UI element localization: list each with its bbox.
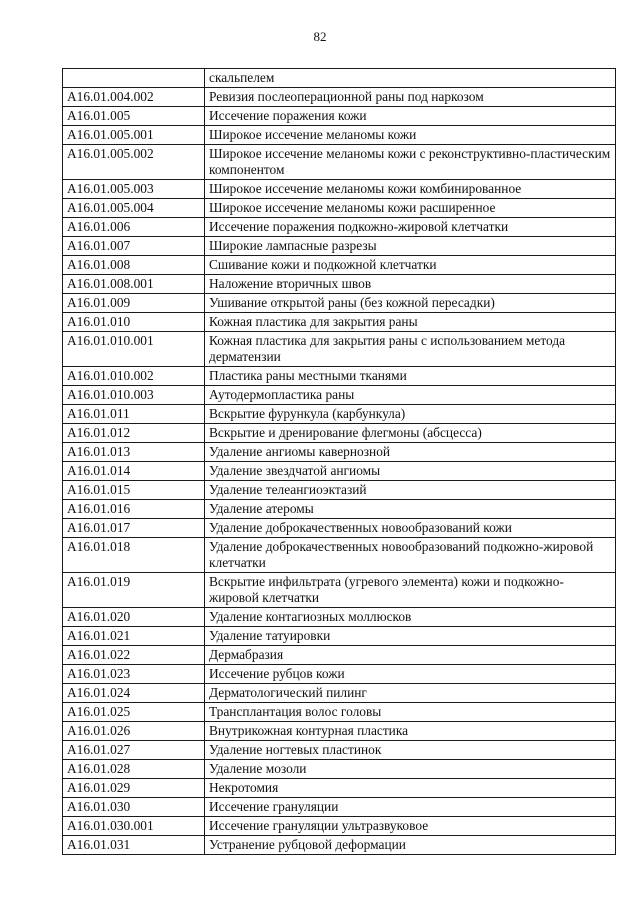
procedure-code-cell: A16.01.025 xyxy=(63,703,205,722)
table-row xyxy=(63,722,616,741)
procedure-code-cell: A16.01.005.002 xyxy=(63,145,205,180)
procedure-code-cell xyxy=(63,69,205,88)
procedure-name-cell: Трансплантация волос головы xyxy=(205,703,616,722)
table-row xyxy=(63,107,616,126)
procedure-name-cell: Иссечение поражения подкожно-жировой клетчатки xyxy=(205,218,616,237)
table-row xyxy=(63,684,616,703)
table-row xyxy=(63,199,616,218)
procedure-name-cell: Дермабразия xyxy=(205,646,616,665)
procedure-name-cell: Иссечение рубцов кожи xyxy=(205,665,616,684)
table-row xyxy=(63,294,616,313)
table-row xyxy=(63,741,616,760)
procedure-code-cell: A16.01.018 xyxy=(63,538,205,573)
table-row xyxy=(63,573,616,608)
table-row xyxy=(63,332,616,367)
table-row xyxy=(63,665,616,684)
table-row xyxy=(63,424,616,443)
procedure-code-cell: A16.01.010.001 xyxy=(63,332,205,367)
procedure-code-cell: A16.01.005.001 xyxy=(63,126,205,145)
procedure-code-cell: A16.01.015 xyxy=(63,481,205,500)
procedure-name-cell: Дерматологический пилинг xyxy=(205,684,616,703)
table-row xyxy=(63,256,616,275)
procedure-code-cell: A16.01.017 xyxy=(63,519,205,538)
procedure-code-cell: A16.01.024 xyxy=(63,684,205,703)
procedure-name-cell: Удаление татуировки xyxy=(205,627,616,646)
procedure-code-cell: A16.01.016 xyxy=(63,500,205,519)
procedure-code-cell: A16.01.009 xyxy=(63,294,205,313)
procedure-name-cell: Удаление ангиомы кавернозной xyxy=(205,443,616,462)
procedure-name-cell: Вскрытие фурункула (карбункула) xyxy=(205,405,616,424)
table-row xyxy=(63,145,616,180)
procedure-code-cell: A16.01.010.003 xyxy=(63,386,205,405)
table-row xyxy=(63,703,616,722)
procedure-name-cell: Удаление контагиозных моллюсков xyxy=(205,608,616,627)
table-row xyxy=(63,367,616,386)
procedure-code-cell: A16.01.028 xyxy=(63,760,205,779)
table-row xyxy=(63,126,616,145)
procedure-code-cell: A16.01.005 xyxy=(63,107,205,126)
table-row xyxy=(63,386,616,405)
procedure-name-cell: Широкое иссечение меланомы кожи расширенное xyxy=(205,199,616,218)
table-row xyxy=(63,519,616,538)
procedure-name-cell: Кожная пластика для закрытия раны xyxy=(205,313,616,332)
procedure-name-cell: Удаление телеангиоэктазий xyxy=(205,481,616,500)
procedure-code-cell: A16.01.004.002 xyxy=(63,88,205,107)
procedure-code-cell: A16.01.026 xyxy=(63,722,205,741)
table-row xyxy=(63,538,616,573)
procedure-code-cell: A16.01.019 xyxy=(63,573,205,608)
procedure-name-cell: Удаление доброкачественных новообразований подкожно-жировой клетчатки xyxy=(205,538,616,573)
table-row xyxy=(63,237,616,256)
table-row xyxy=(63,481,616,500)
procedure-name-cell: Сшивание кожи и подкожной клетчатки xyxy=(205,256,616,275)
table-row xyxy=(63,500,616,519)
table-row xyxy=(63,798,616,817)
table-row xyxy=(63,817,616,836)
procedure-code-cell: A16.01.030.001 xyxy=(63,817,205,836)
table-row xyxy=(63,88,616,107)
procedure-name-cell: скальпелем xyxy=(205,69,616,88)
table-row xyxy=(63,462,616,481)
procedure-code-cell: A16.01.013 xyxy=(63,443,205,462)
table-row xyxy=(63,836,616,855)
procedure-name-cell: Ушивание открытой раны (без кожной пересадки) xyxy=(205,294,616,313)
table-row xyxy=(63,69,616,88)
table-body xyxy=(63,69,616,855)
table-row xyxy=(63,760,616,779)
table-row xyxy=(63,405,616,424)
procedure-name-cell: Удаление звездчатой ангиомы xyxy=(205,462,616,481)
procedure-code-cell: A16.01.010.002 xyxy=(63,367,205,386)
procedure-code-cell: A16.01.005.003 xyxy=(63,180,205,199)
procedure-code-cell: A16.01.005.004 xyxy=(63,199,205,218)
procedure-name-cell: Вскрытие инфильтрата (угревого элемента) кожи и подкожно-жировой клетчатки xyxy=(205,573,616,608)
procedure-name-cell: Пластика раны местными тканями xyxy=(205,367,616,386)
procedure-name-cell: Иссечение грануляции ультразвуковое xyxy=(205,817,616,836)
procedure-code-cell: A16.01.022 xyxy=(63,646,205,665)
table-row xyxy=(63,218,616,237)
procedure-name-cell: Устранение рубцовой деформации xyxy=(205,836,616,855)
procedure-name-cell: Широкое иссечение меланомы кожи с реконструктивно-пластическим компонентом xyxy=(205,145,616,180)
table-row xyxy=(63,313,616,332)
procedure-name-cell: Широкое иссечение меланомы кожи xyxy=(205,126,616,145)
procedure-code-cell: A16.01.023 xyxy=(63,665,205,684)
table-row xyxy=(63,608,616,627)
procedure-name-cell: Удаление атеромы xyxy=(205,500,616,519)
procedure-name-cell: Кожная пластика для закрытия раны с использованием метода дерматензии xyxy=(205,332,616,367)
procedure-name-cell: Некротомия xyxy=(205,779,616,798)
procedure-code-cell: A16.01.030 xyxy=(63,798,205,817)
procedure-code-cell: A16.01.011 xyxy=(63,405,205,424)
table-row xyxy=(63,275,616,294)
procedure-code-cell: A16.01.008.001 xyxy=(63,275,205,294)
procedure-name-cell: Удаление мозоли xyxy=(205,760,616,779)
procedure-codes-table xyxy=(62,68,616,855)
procedure-code-cell: A16.01.012 xyxy=(63,424,205,443)
procedure-code-cell: A16.01.020 xyxy=(63,608,205,627)
procedure-name-cell: Внутрикожная контурная пластика xyxy=(205,722,616,741)
procedure-code-cell: A16.01.010 xyxy=(63,313,205,332)
procedure-code-cell: A16.01.006 xyxy=(63,218,205,237)
procedure-code-cell: A16.01.029 xyxy=(63,779,205,798)
table-row xyxy=(63,180,616,199)
procedure-name-cell: Иссечение поражения кожи xyxy=(205,107,616,126)
procedure-name-cell: Удаление доброкачественных новообразований кожи xyxy=(205,519,616,538)
procedure-name-cell: Вскрытие и дренирование флегмоны (абсцесса) xyxy=(205,424,616,443)
procedure-code-cell: A16.01.014 xyxy=(63,462,205,481)
table-row xyxy=(63,443,616,462)
table-row xyxy=(63,646,616,665)
table-row xyxy=(63,779,616,798)
procedure-code-cell: A16.01.021 xyxy=(63,627,205,646)
procedure-name-cell: Наложение вторичных швов xyxy=(205,275,616,294)
page-number: 82 xyxy=(313,29,327,44)
procedure-code-cell: A16.01.007 xyxy=(63,237,205,256)
procedure-code-cell: A16.01.031 xyxy=(63,836,205,855)
procedure-name-cell: Широкое иссечение меланомы кожи комбинированное xyxy=(205,180,616,199)
procedure-code-cell: A16.01.027 xyxy=(63,741,205,760)
procedure-name-cell: Аутодермопластика раны xyxy=(205,386,616,405)
procedure-name-cell: Удаление ногтевых пластинок xyxy=(205,741,616,760)
table-row xyxy=(63,627,616,646)
procedure-name-cell: Широкие лампасные разрезы xyxy=(205,237,616,256)
procedure-name-cell: Ревизия послеоперационной раны под наркозом xyxy=(205,88,616,107)
procedure-name-cell: Иссечение грануляции xyxy=(205,798,616,817)
procedure-code-cell: A16.01.008 xyxy=(63,256,205,275)
